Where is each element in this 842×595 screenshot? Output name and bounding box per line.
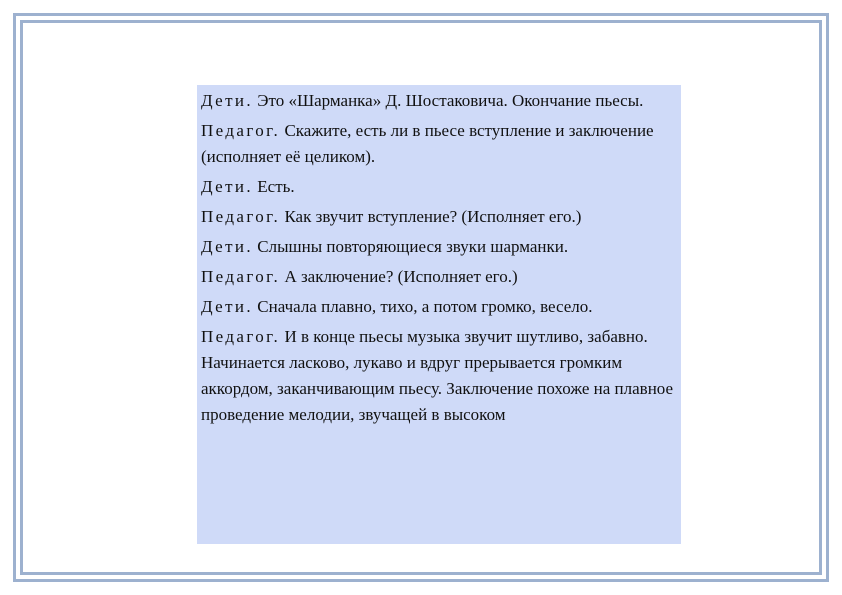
dialogue-text-box <box>197 85 681 544</box>
dialogue-paragraph-2 <box>201 118 677 170</box>
speaker-label: Дети. <box>201 237 254 256</box>
speaker-label: Педагог. <box>201 267 281 286</box>
dialogue-paragraph-5 <box>201 234 677 260</box>
dialogue-line: Как звучит вступление? (Исполняет его.) <box>280 207 582 226</box>
dialogue-paragraph-4 <box>201 204 677 230</box>
dialogue-line: Это «Шарманка» Д. Шостаковича. Окончание пьесы. <box>253 91 644 110</box>
dialogue-paragraph-6 <box>201 264 677 290</box>
speaker-label: Педагог. <box>201 327 281 346</box>
speaker-label: Дети. <box>201 91 254 110</box>
dialogue-line: Слышны повторяющиеся звуки шарманки. <box>253 237 569 256</box>
dialogue-line: Есть. <box>253 177 295 196</box>
dialogue-line: А заключение? (Исполняет его.) <box>280 267 518 286</box>
dialogue-line: И в конце пьесы музыка звучит шутливо, забавно. Начинается ласково, лукаво и вдруг прерывается громким аккордом, заканчивающим пьесу. Заключение похоже на плавное проведение мелодии, звучащей в высоком <box>201 327 674 424</box>
speaker-label: Педагог. <box>201 207 281 226</box>
dialogue-paragraph-3 <box>201 174 677 200</box>
dialogue-line: Скажите, есть ли в пьесе вступление и заключение (исполняет её целиком). <box>201 121 654 166</box>
dialogue-line: Сначала плавно, тихо, а потом громко, весело. <box>253 297 593 316</box>
speaker-label: Дети. <box>201 177 254 196</box>
dialogue-paragraph-8 <box>201 324 677 428</box>
dialogue-paragraph-1 <box>201 88 677 114</box>
dialogue-paragraph-7 <box>201 294 677 320</box>
speaker-label: Дети. <box>201 297 254 316</box>
speaker-label: Педагог. <box>201 121 281 140</box>
